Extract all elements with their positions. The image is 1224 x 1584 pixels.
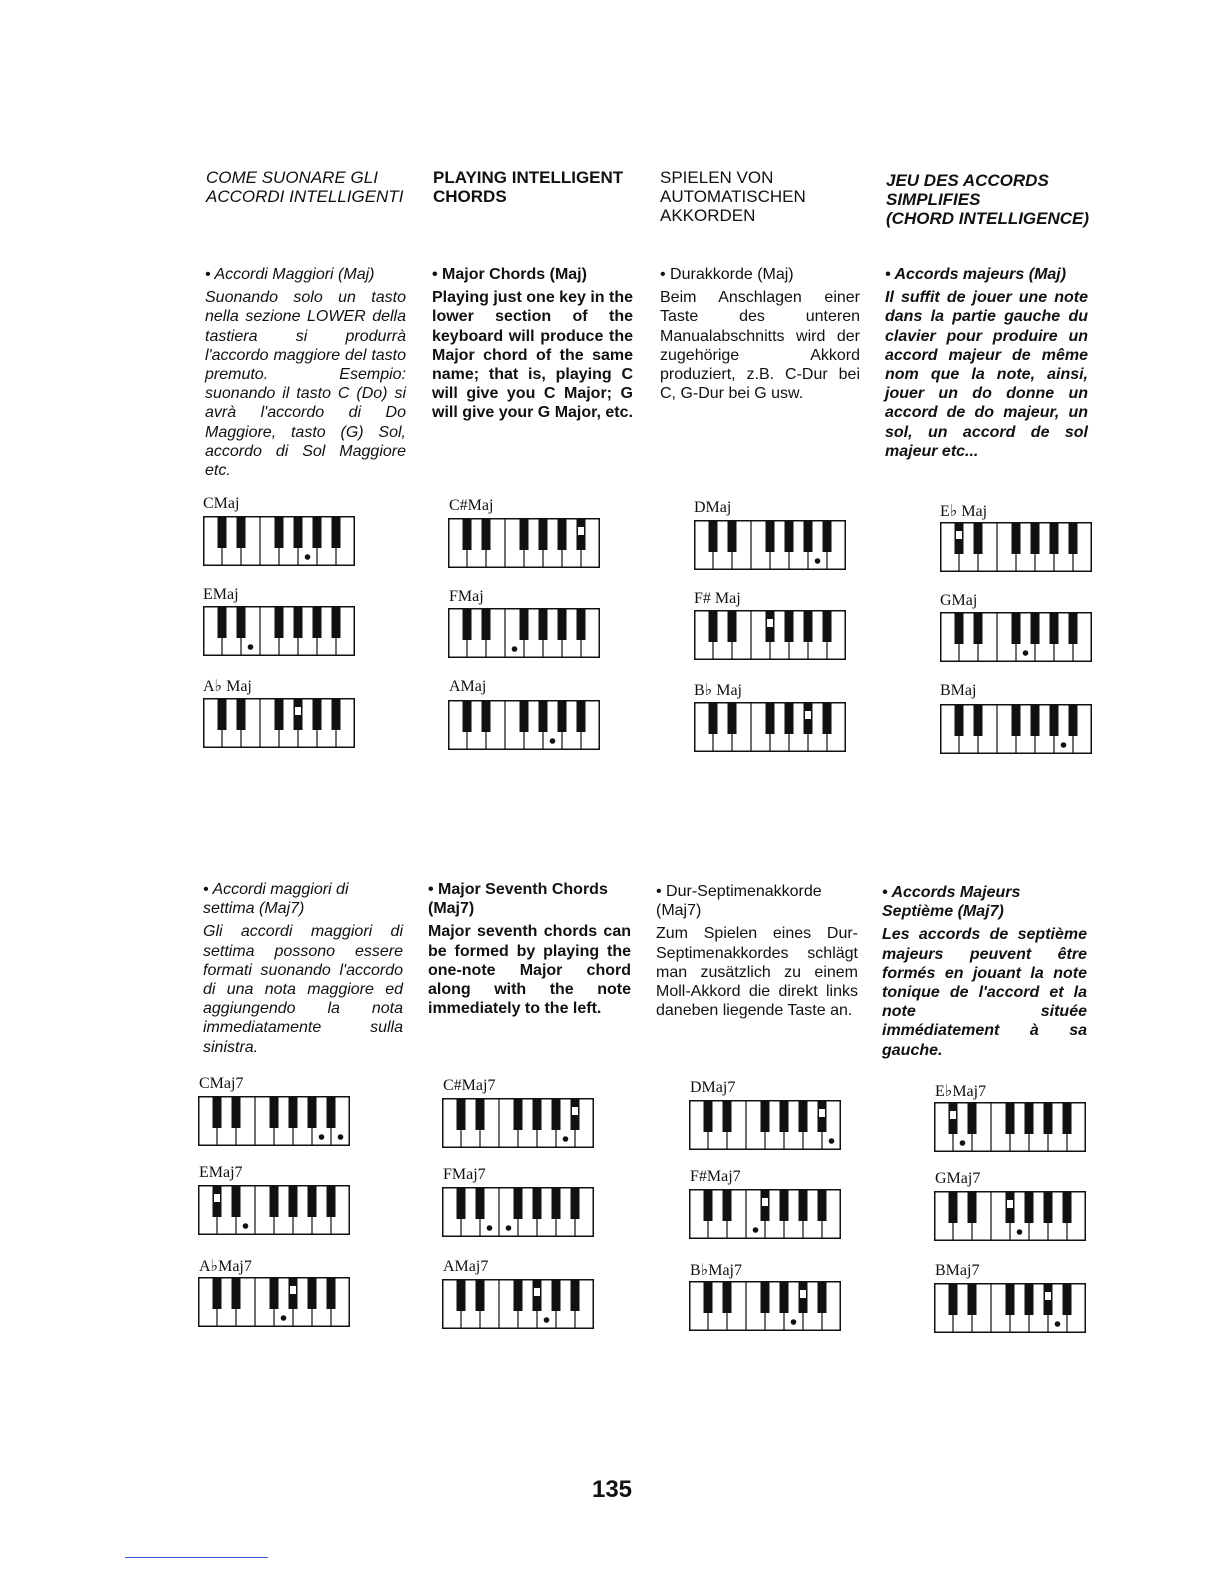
major-seventh-english bbox=[428, 880, 631, 1018]
black-key bbox=[723, 1282, 732, 1313]
black-key bbox=[1063, 1284, 1072, 1315]
major-chords-italian bbox=[205, 265, 406, 480]
chord-label: GMaj7 bbox=[935, 1170, 981, 1187]
chord-label: A♭ Maj bbox=[203, 678, 252, 695]
black-key bbox=[332, 607, 341, 638]
chord-label: CMaj bbox=[203, 495, 240, 512]
keyboard-diagram bbox=[198, 1096, 350, 1146]
pressed-key-dot bbox=[1023, 650, 1029, 656]
black-key bbox=[482, 519, 491, 550]
keyboard-diagram bbox=[940, 522, 1092, 572]
pressed-key-dot bbox=[563, 1136, 569, 1142]
pressed-key-dot bbox=[534, 1288, 540, 1296]
black-key bbox=[1025, 1103, 1034, 1134]
black-key bbox=[313, 699, 322, 730]
black-key bbox=[823, 611, 832, 642]
pressed-key-dot bbox=[243, 1223, 249, 1229]
black-key bbox=[974, 705, 983, 736]
black-key bbox=[539, 609, 548, 640]
section-body: Zum Spielen eines Dur-Septimenakkordes schlägt man zusätzlich zu einem Moll-Akkord die direkt links daneben liegende Taste an. bbox=[656, 925, 858, 1020]
black-key bbox=[514, 1099, 523, 1130]
black-key bbox=[780, 1101, 789, 1132]
black-key bbox=[785, 611, 794, 642]
black-key bbox=[804, 611, 813, 642]
black-key bbox=[552, 1099, 561, 1130]
keyboard-diagram bbox=[934, 1283, 1086, 1333]
keyboard-diagram bbox=[203, 698, 355, 748]
pressed-key-dot bbox=[829, 1138, 835, 1144]
black-key bbox=[1025, 1192, 1034, 1223]
black-key bbox=[552, 1188, 561, 1219]
black-key bbox=[974, 523, 983, 554]
chord-label: DMaj bbox=[694, 499, 732, 516]
chord-label: B♭Maj7 bbox=[690, 1262, 742, 1279]
chord-label: BMaj bbox=[940, 682, 977, 699]
black-key bbox=[237, 699, 246, 730]
black-key bbox=[463, 701, 472, 732]
black-key bbox=[552, 1280, 561, 1311]
section-body: Suonando solo un tasto nella sezione LOWER della tastiera si produrrà l'accordo maggiore del tasto premuto. Esempio: suonando il tasto C (Do) si avrà l'accordo di Do Maggiore, tasto (G) Sol, accordo di Sol Maggiore etc. bbox=[205, 289, 406, 480]
black-key bbox=[704, 1101, 713, 1132]
black-key bbox=[218, 699, 227, 730]
section-body: Il suffit de jouer une note dans la partie gauche du clavier pour produire un accord majeur de même nom que la note, ainsi, jouer un do donne un accord de do majeur, un sol, un accord de sol majeur etc... bbox=[885, 289, 1088, 460]
black-key bbox=[1012, 705, 1021, 736]
black-key bbox=[709, 703, 718, 734]
black-key bbox=[709, 611, 718, 642]
black-key bbox=[558, 701, 567, 732]
black-key bbox=[823, 703, 832, 734]
black-key bbox=[761, 1101, 770, 1132]
chord-label: GMaj bbox=[940, 592, 978, 609]
chord-label: C#Maj bbox=[449, 497, 494, 514]
black-key bbox=[785, 521, 794, 552]
black-key bbox=[1006, 1284, 1015, 1315]
black-key bbox=[761, 1282, 770, 1313]
black-key bbox=[482, 609, 491, 640]
chord-label: EMaj bbox=[203, 586, 239, 603]
black-key bbox=[237, 517, 246, 548]
black-key bbox=[571, 1280, 580, 1311]
section-title: • Accords majeurs (Maj) bbox=[885, 266, 1067, 283]
pressed-key-dot bbox=[572, 1107, 578, 1115]
black-key bbox=[533, 1099, 542, 1130]
black-key bbox=[294, 517, 303, 548]
major-seventh-french bbox=[882, 883, 1087, 1060]
black-key bbox=[1069, 523, 1078, 554]
major-seventh-german bbox=[656, 882, 858, 1020]
pressed-key-dot bbox=[290, 1286, 296, 1294]
pressed-key-dot bbox=[506, 1225, 512, 1231]
footer-rule bbox=[125, 1557, 268, 1558]
page-number: 135 bbox=[591, 1476, 633, 1503]
black-key bbox=[270, 1186, 279, 1217]
pressed-key-dot bbox=[295, 707, 301, 715]
major-chords-german bbox=[660, 265, 860, 403]
black-key bbox=[294, 607, 303, 638]
pressed-key-dot bbox=[753, 1227, 759, 1233]
section-body: Gli accordi maggiori di settima possono essere formati suonando l'accordo di una nota maggiore ed aggiungendo la nota immediatamente sulla sinistra. bbox=[203, 923, 403, 1056]
section-body: Beim Anschlagen einer Taste des unteren Manualabschnitts wird der zugehörige Akkord produziert, z.B. C-Dur bei C, G-Dur bei G usw. bbox=[660, 289, 860, 403]
section-title: • Accordi Maggiori (Maj) bbox=[205, 266, 375, 283]
black-key bbox=[514, 1188, 523, 1219]
keyboard-diagram bbox=[934, 1102, 1086, 1152]
black-key bbox=[704, 1190, 713, 1221]
keyboard-diagram bbox=[198, 1277, 350, 1327]
pressed-key-dot bbox=[960, 1140, 966, 1146]
keyboard-diagram bbox=[689, 1100, 841, 1150]
section-title: • Accordi maggiori di settima (Maj7) bbox=[203, 881, 349, 918]
black-key bbox=[332, 517, 341, 548]
black-key bbox=[955, 705, 964, 736]
black-key bbox=[232, 1097, 241, 1128]
keyboard-diagram bbox=[694, 610, 846, 660]
pressed-key-dot bbox=[578, 527, 584, 535]
black-key bbox=[520, 701, 529, 732]
black-key bbox=[1063, 1192, 1072, 1223]
black-key bbox=[275, 607, 284, 638]
pressed-key-dot bbox=[550, 738, 556, 744]
keyboard-diagram bbox=[448, 700, 600, 750]
pressed-key-dot bbox=[281, 1315, 287, 1321]
black-key bbox=[213, 1278, 222, 1309]
black-key bbox=[289, 1097, 298, 1128]
chord-label: B♭ Maj bbox=[694, 682, 742, 699]
black-key bbox=[476, 1280, 485, 1311]
pressed-key-dot bbox=[1055, 1321, 1061, 1327]
black-key bbox=[327, 1097, 336, 1128]
chord-label: E♭Maj7 bbox=[935, 1083, 987, 1100]
black-key bbox=[520, 609, 529, 640]
pressed-key-dot bbox=[1017, 1229, 1023, 1235]
chord-label: CMaj7 bbox=[199, 1075, 244, 1092]
black-key bbox=[237, 607, 246, 638]
black-key bbox=[974, 613, 983, 644]
black-key bbox=[1031, 613, 1040, 644]
black-key bbox=[577, 701, 586, 732]
black-key bbox=[1050, 613, 1059, 644]
black-key bbox=[704, 1282, 713, 1313]
heading-german: SPIELEN VON AUTOMATISCHEN AKKORDEN bbox=[660, 168, 806, 225]
keyboard-diagram bbox=[940, 704, 1092, 754]
pressed-key-dot bbox=[1045, 1292, 1051, 1300]
black-key bbox=[270, 1278, 279, 1309]
black-key bbox=[213, 1097, 222, 1128]
pressed-key-dot bbox=[1061, 742, 1067, 748]
pressed-key-dot bbox=[815, 558, 821, 564]
major-chords-english bbox=[432, 265, 633, 423]
black-key bbox=[558, 519, 567, 550]
pressed-key-dot bbox=[214, 1194, 220, 1202]
pressed-key-dot bbox=[1007, 1200, 1013, 1208]
major-seventh-italian bbox=[203, 880, 403, 1057]
pressed-key-dot bbox=[487, 1225, 493, 1231]
black-key bbox=[308, 1097, 317, 1128]
black-key bbox=[766, 521, 775, 552]
black-key bbox=[539, 519, 548, 550]
pressed-key-dot bbox=[767, 619, 773, 627]
pressed-key-dot bbox=[800, 1290, 806, 1298]
black-key bbox=[968, 1284, 977, 1315]
pressed-key-dot bbox=[791, 1319, 797, 1325]
black-key bbox=[1050, 523, 1059, 554]
black-key bbox=[799, 1190, 808, 1221]
section-body: Les accords de septième majeurs peuvent être formés en jouant la note tonique de l'accord et la note située immédiatement à sa gauche. bbox=[882, 926, 1087, 1059]
black-key bbox=[1031, 705, 1040, 736]
black-key bbox=[533, 1188, 542, 1219]
keyboard-diagram bbox=[689, 1281, 841, 1331]
black-key bbox=[332, 699, 341, 730]
chord-label: AMaj bbox=[449, 678, 487, 695]
black-key bbox=[799, 1101, 808, 1132]
section-title: • Major Seventh Chords (Maj7) bbox=[428, 881, 608, 918]
pressed-key-dot bbox=[512, 646, 518, 652]
keyboard-diagram bbox=[448, 608, 600, 658]
black-key bbox=[709, 521, 718, 552]
pressed-key-dot bbox=[248, 644, 254, 650]
chord-label: FMaj7 bbox=[443, 1166, 486, 1183]
black-key bbox=[1012, 523, 1021, 554]
keyboard-diagram bbox=[934, 1191, 1086, 1241]
keyboard-diagram bbox=[198, 1185, 350, 1235]
chord-label: C#Maj7 bbox=[443, 1077, 496, 1094]
black-key bbox=[818, 1190, 827, 1221]
black-key bbox=[327, 1278, 336, 1309]
black-key bbox=[313, 517, 322, 548]
black-key bbox=[514, 1280, 523, 1311]
black-key bbox=[463, 519, 472, 550]
black-key bbox=[728, 611, 737, 642]
black-key bbox=[1050, 705, 1059, 736]
black-key bbox=[457, 1099, 466, 1130]
section-title: • Durakkorde (Maj) bbox=[660, 266, 794, 283]
chord-label: EMaj7 bbox=[199, 1164, 243, 1181]
black-key bbox=[1012, 613, 1021, 644]
black-key bbox=[728, 521, 737, 552]
black-key bbox=[1044, 1103, 1053, 1134]
black-key bbox=[313, 607, 322, 638]
chord-label: BMaj7 bbox=[935, 1262, 980, 1279]
black-key bbox=[955, 613, 964, 644]
black-key bbox=[1031, 523, 1040, 554]
black-key bbox=[577, 609, 586, 640]
black-key bbox=[308, 1186, 317, 1217]
pressed-key-dot bbox=[805, 711, 811, 719]
pressed-key-dot bbox=[950, 1111, 956, 1119]
keyboard-diagram bbox=[203, 606, 355, 656]
black-key bbox=[968, 1192, 977, 1223]
black-key bbox=[723, 1190, 732, 1221]
black-key bbox=[476, 1099, 485, 1130]
black-key bbox=[571, 1188, 580, 1219]
chord-label: A♭Maj7 bbox=[199, 1258, 252, 1275]
black-key bbox=[780, 1282, 789, 1313]
black-key bbox=[823, 521, 832, 552]
black-key bbox=[949, 1192, 958, 1223]
chord-label: FMaj bbox=[449, 588, 484, 605]
chord-label: F#Maj7 bbox=[690, 1168, 741, 1185]
black-key bbox=[218, 517, 227, 548]
black-key bbox=[785, 703, 794, 734]
keyboard-diagram bbox=[689, 1189, 841, 1239]
black-key bbox=[539, 701, 548, 732]
pressed-key-dot bbox=[305, 554, 311, 560]
keyboard-diagram bbox=[448, 518, 600, 568]
black-key bbox=[232, 1278, 241, 1309]
keyboard-diagram bbox=[203, 516, 355, 566]
black-key bbox=[1006, 1103, 1015, 1134]
black-key bbox=[1025, 1284, 1034, 1315]
section-title: • Accords Majeurs Septième (Maj7) bbox=[882, 884, 1021, 921]
black-key bbox=[949, 1284, 958, 1315]
black-key bbox=[457, 1188, 466, 1219]
pressed-key-dot bbox=[819, 1109, 825, 1117]
black-key bbox=[289, 1186, 298, 1217]
black-key bbox=[728, 703, 737, 734]
black-key bbox=[482, 701, 491, 732]
chord-label: E♭ Maj bbox=[940, 503, 988, 520]
keyboard-diagram bbox=[694, 520, 846, 570]
black-key bbox=[1063, 1103, 1072, 1134]
section-body: Major seventh chords can be formed by playing the one-note Major chord along with the note immediately to the left. bbox=[428, 923, 631, 1018]
black-key bbox=[1069, 613, 1078, 644]
section-body: Playing just one key in the lower section of the keyboard will produce the Major chord of the same name; that is, playing C will give you C Major; G will give your G Major, etc. bbox=[432, 289, 633, 422]
black-key bbox=[232, 1186, 241, 1217]
black-key bbox=[308, 1278, 317, 1309]
black-key bbox=[804, 521, 813, 552]
section-title: • Dur-Septimenakkorde (Maj7) bbox=[656, 883, 822, 920]
major-chords-french bbox=[885, 265, 1088, 461]
black-key bbox=[463, 609, 472, 640]
pressed-key-dot bbox=[544, 1317, 550, 1323]
black-key bbox=[780, 1190, 789, 1221]
keyboard-diagram bbox=[940, 612, 1092, 662]
pressed-key-dot bbox=[956, 531, 962, 539]
black-key bbox=[327, 1186, 336, 1217]
black-key bbox=[457, 1280, 466, 1311]
black-key bbox=[270, 1097, 279, 1128]
black-key bbox=[1044, 1192, 1053, 1223]
chord-label: AMaj7 bbox=[443, 1258, 489, 1275]
pressed-key-dot bbox=[762, 1198, 768, 1206]
keyboard-diagram bbox=[442, 1187, 594, 1237]
black-key bbox=[1069, 705, 1078, 736]
black-key bbox=[723, 1101, 732, 1132]
black-key bbox=[218, 607, 227, 638]
black-key bbox=[476, 1188, 485, 1219]
black-key bbox=[968, 1103, 977, 1134]
pressed-key-dot bbox=[338, 1134, 344, 1140]
black-key bbox=[558, 609, 567, 640]
black-key bbox=[818, 1282, 827, 1313]
chord-label: F# Maj bbox=[694, 590, 741, 607]
black-key bbox=[766, 703, 775, 734]
heading-italian: COME SUONARE GLI ACCORDI INTELLIGENTI bbox=[206, 168, 404, 206]
black-key bbox=[275, 699, 284, 730]
keyboard-diagram bbox=[442, 1279, 594, 1329]
pressed-key-dot bbox=[319, 1134, 325, 1140]
keyboard-diagram bbox=[694, 702, 846, 752]
black-key bbox=[275, 517, 284, 548]
keyboard-diagram bbox=[442, 1098, 594, 1148]
heading-english: PLAYING INTELLIGENT CHORDS bbox=[433, 168, 624, 206]
section-title: • Major Chords (Maj) bbox=[432, 266, 587, 283]
heading-french: JEU DES ACCORDS SIMPLIFIES (CHORD INTELLIGENCE) bbox=[886, 171, 1090, 228]
black-key bbox=[520, 519, 529, 550]
chord-label: DMaj7 bbox=[690, 1079, 736, 1096]
